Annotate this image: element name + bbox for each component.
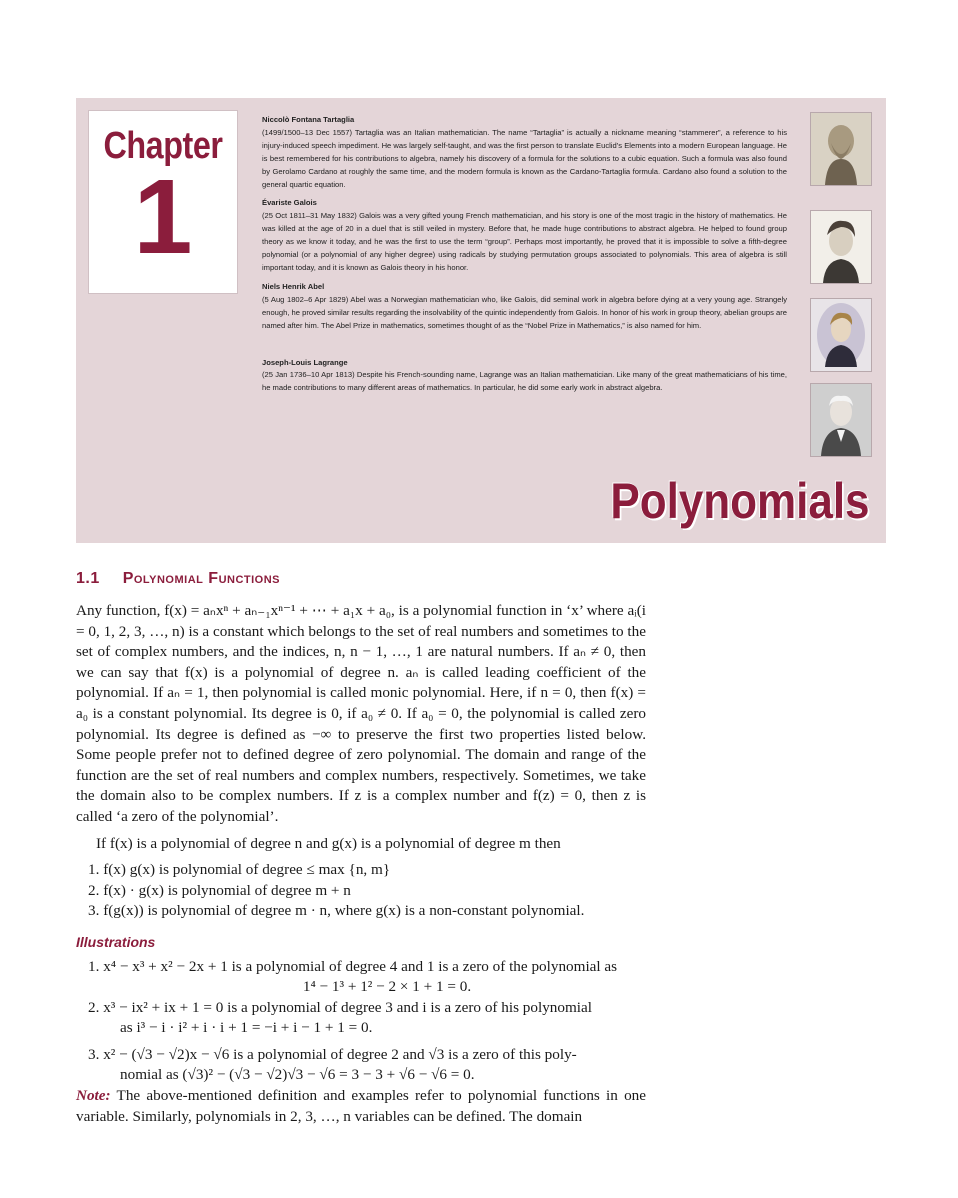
- illustration-line: 3. x² − (√3 − √2)x − √6 is a polynomial of degree 2 and √3 is a zero of this poly-: [88, 1045, 577, 1063]
- illustration-2: [76, 998, 646, 1039]
- chapter-banner: [76, 98, 886, 543]
- bio-lagrange: [262, 357, 787, 396]
- note-label: Note:: [76, 1087, 111, 1105]
- bio-galois: [262, 197, 787, 274]
- bio-text: (1499/1500–13 Dec 1557) Tartaglia was an Italian mathematician. The name “Tartaglia” is actually a nickname meaning “stammerer”, a reference to his injury-induced speech impediment. He was largely self-taught, and was the first person to translate Euclid’s Elements into a modern European language. He is best remembered for his contributions to algebra, namely his discovery of a formula for the solutions to a cubic equation. Such a formula was also found by Gerolamo Cardano at roughly the same time, and the modern formula is known as the Cardano-Tartaglia formula. Cardano also found a solution to the general quartic equation.: [262, 127, 787, 189]
- illustration-1: [76, 957, 646, 998]
- illustration-line: as i³ − i · i² + i · i + 1 = −i + i − 1 + 1 = 0.: [120, 1019, 373, 1037]
- illustration-line: 1⁴ − 1³ + 1² − 2 × 1 + 1 = 0.: [302, 978, 472, 996]
- illustration-line: nomial as (√3)² − (√3 − √2)√3 − √6 = 3 − 3 + √6 − √6 = 0.: [120, 1066, 475, 1084]
- note-text: The above-mentioned definition and examples refer to polynomial functions in one variable. Similarly, polynomials in 2, 3, …, n variables can be defined. The domain: [76, 1087, 646, 1125]
- illustrations-list: [76, 957, 646, 1087]
- list-item: 3. f(g(x)) is polynomial of degree m · n, where g(x) is a non-constant polynomial.: [88, 902, 585, 920]
- section-heading: [76, 570, 280, 588]
- paragraph-properties-intro: If f(x) is a polynomial of degree n and g(x) is a polynomial of degree m then: [96, 834, 561, 852]
- chapter-title: Polynomials: [610, 473, 870, 529]
- illustrations-heading: Illustrations: [76, 933, 156, 950]
- illustration-3: [76, 1045, 646, 1086]
- bio-name: Niels Henrik Abel: [262, 281, 325, 291]
- chapter-number: 1: [133, 158, 193, 276]
- bio-text: (5 Aug 1802–6 Apr 1829) Abel was a Norwegian mathematician who, like Galois, did seminal work in algebra before dying at a very young age. Strangely enough, he proved similar results regarding the insolvability of the quintic independently from Galois. In honor of his work in group theory, abelian groups are named after him. The Abel Prize in mathematics, sometimes thought of as the “Nobel Prize in Mathematics,” is also named for him.: [262, 294, 787, 330]
- bio-text: (25 Jan 1736–10 Apr 1813) Despite his French-sounding name, Lagrange was an Italian mathematician. Like many of the great mathematicians of his time, he made contributions to many different areas of mathematics. In particular, he did some early work in abstract algebra.: [262, 370, 787, 393]
- bio-tartaglia: [262, 114, 787, 191]
- bio-abel: [262, 281, 787, 333]
- chapter-label-box: [88, 110, 238, 294]
- paragraph-definition: Any function, f(x) = aₙxⁿ + aₙ₋₁xⁿ⁻¹ + ⋯ + a₁x + a₀, is a polynomial function in ‘x’ where aᵢ(i = 0, 1, 2, 3, …, n) is a constant which belongs to the set of real numbers and sometimes to the set of complex numbers, and the indices, n, n − 1, …, 1 are natural numbers. If aₙ ≠ 0, then we can say that f(x) is a polynomial of degree n. aₙ is called leading coefficient of the polynomial. If aₙ = 1, then polynomial is called monic polynomial. Here, if n = 0, then f(x) = a₀ is a constant polynomial. Its degree is 0, if a₀ ≠ 0. If a₀ = 0, the polynomial is called zero polynomial. Its degree is defined as −∞ to preserve the first two properties listed below. Some people prefer not to defined degree of zero polynomial. The domain and range of the function are the set of real numbers and complex numbers, respectively. Sometimes, we take the domain also to be complex numbers. If z is a complex number and f(z) = 0, then z is called ‘a zero of the polynomial’.: [76, 602, 646, 825]
- biographies: [262, 114, 787, 401]
- portrait-tartaglia: [810, 112, 872, 186]
- portrait-galois: [810, 210, 872, 284]
- bio-name: Évariste Galois: [262, 198, 317, 208]
- bio-text: (25 Oct 1811–31 May 1832) Galois was a very gifted young French mathematician, and his story is one of the most tragic in the history of mathematics. He was killed at the age of 20 in a duel that is still veiled in mystery. Before that, he made huge contributions to abstract algebra. He helped to found group theory as we know it today, and he was the first to use the term “group”. Perhaps most importantly, he proved that it is impossible to solve a fifth-degree polynomial (or a polynomial of any higher degree) using radicals by studying permutation groups associated to polynomials. This area of algebra is still important today, and it is known as Galois theory in his honor.: [262, 211, 787, 272]
- note-paragraph: [76, 1086, 646, 1127]
- section-title: Polynomial Functions: [122, 570, 281, 587]
- portrait-lagrange: [810, 383, 872, 457]
- bio-name: Joseph-Louis Lagrange: [262, 357, 348, 367]
- portrait-abel: [810, 298, 872, 372]
- illustration-line: 2. x³ − ix² + ix + 1 = 0 is a polynomial of degree 3 and i is a zero of his polynomial: [88, 998, 592, 1016]
- illustration-line: 1. x⁴ − x³ + x² − 2x + 1 is a polynomial of degree 4 and 1 is a zero of the polynomial as: [88, 957, 618, 975]
- chapter-label: Chapter: [103, 125, 223, 167]
- main-content: [76, 601, 646, 1127]
- list-item: 2. f(x) · g(x) is polynomial of degree m + n: [88, 881, 351, 899]
- bio-name: Niccolò Fontana Tartaglia: [262, 115, 355, 124]
- list-item: 1. f(x) g(x) is polynomial of degree ≤ max {n, m}: [88, 861, 391, 879]
- properties-list: [76, 860, 646, 922]
- section-number: 1.1: [76, 570, 100, 587]
